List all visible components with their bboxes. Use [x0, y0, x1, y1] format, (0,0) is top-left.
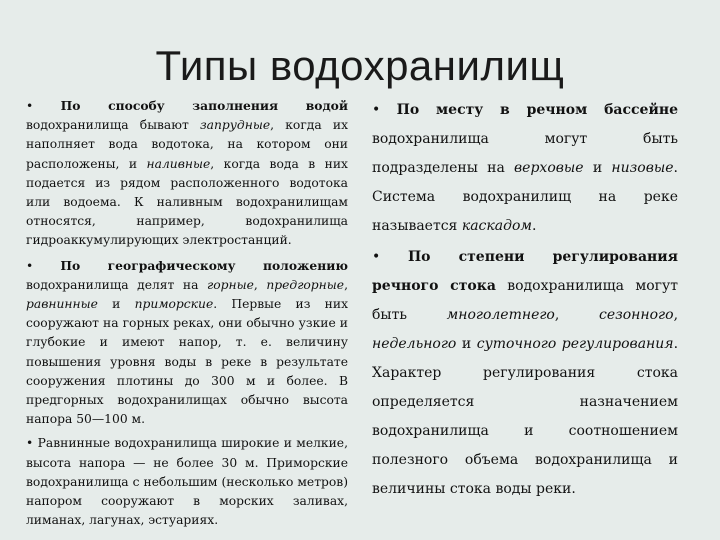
bullet-text: водохранилища могут быть подразделены на [372, 131, 678, 176]
bullet-text: , [253, 277, 267, 292]
emphasis: приморские [134, 297, 214, 312]
emphasis: низовые [611, 160, 674, 176]
emphasis: верховые [514, 160, 584, 176]
right-column [372, 96, 678, 506]
bullet-text: , [344, 277, 348, 292]
bullet-text: . Первые из них сооружают на горных реках, они обычно узкие и глубокие и имеют напор, т. е. величину повышения уровня воды в реке в результате сооружения плотины до 300 м и более. В предгорных водохранилищах обычно высота напора 50—100 м. [26, 297, 349, 427]
emphasis: равнинные [26, 297, 98, 312]
bullet-lead: По степени регулирования речного стока [372, 249, 678, 294]
bullet-lead: По месту в речном бассейне [396, 102, 678, 118]
left-column [26, 96, 348, 535]
bullet-text: . [532, 218, 537, 234]
emphasis: наливные [146, 156, 211, 171]
bullet-text: водохранилища делят на [26, 277, 207, 292]
slide-title: Типы водохранилищ [155, 42, 565, 89]
emphasis: суточного регулирования [476, 336, 674, 352]
emphasis: горные [206, 277, 254, 292]
bullet-text: , [673, 307, 679, 323]
emphasis: сезонного [598, 307, 674, 323]
bullet-lead: По географическому положению [60, 257, 348, 273]
emphasis: многолетнего [446, 307, 555, 323]
bullet-text: , когда их наполняет вода водотока, на котором они расположены, и [26, 118, 349, 171]
bullet-text: , когда вода в них подается из рядом расположенного водотока или водоема. К наливным водохранилищам относятся, например, водохранилища гидроаккумулирующих электростанций. [26, 156, 348, 248]
emphasis: запрудные [199, 118, 271, 133]
bullet-text: водохранилища бывают [26, 118, 200, 133]
bullet-plain-coastal [26, 434, 348, 530]
bullet-filling-method [26, 96, 348, 251]
bullet-basin-location [372, 96, 678, 241]
bullet-text: водохранилища могут быть [372, 278, 678, 323]
emphasis: каскадом [461, 218, 533, 234]
bullet-text: . Система водохранилищ на реке называется [372, 160, 678, 234]
emphasis: предгорные [266, 277, 345, 292]
bullet-text: • Равнинные водохранилища широкие и мелкие, высота напора — не более 30 м. Приморские водохранилища с небольшим (несколько метров) напором сооружают в морских заливах, лиманах, лагунах, эстуариях. [26, 436, 348, 528]
bullet-text: и [456, 336, 477, 352]
emphasis: недельного [372, 336, 457, 352]
bullet-text: и [583, 160, 612, 176]
bullet-regulation-degree [372, 243, 678, 504]
bullet-geographic-position [26, 256, 348, 430]
bullet-text: и [97, 297, 135, 312]
bullet-text: . Характер регулирования стока определяется назначением водохранилища и соотношением полезного объема водохранилища и величины стока воды реки. [372, 336, 679, 497]
bullet-lead: По способу заполнения водой [60, 98, 349, 113]
bullet-text: , [554, 307, 599, 323]
